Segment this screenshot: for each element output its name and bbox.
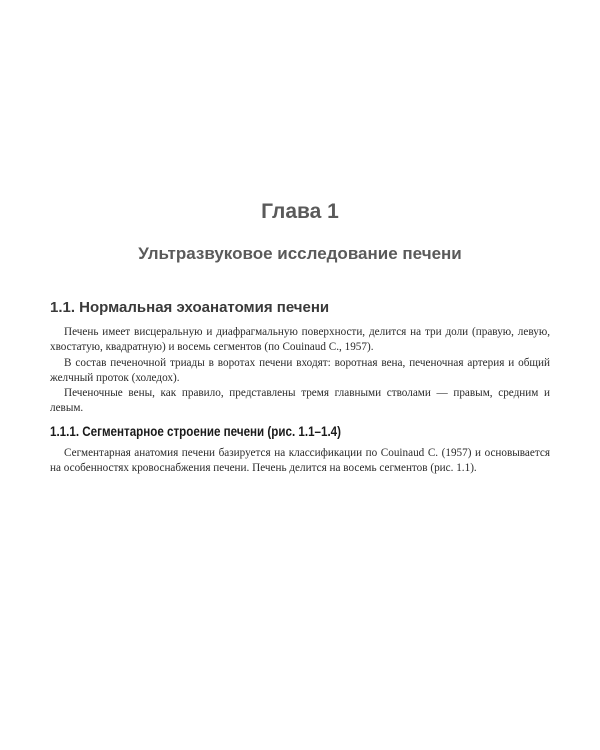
section-paragraph-1: Печень имеет висцеральную и диафрагмальную поверхности, делится на три доли (правую, левую, хвостатую, квадратную) и восемь сегментов (по Couinaud С., 1957).: [50, 326, 550, 354]
subsection-body: [50, 446, 550, 477]
section-paragraph-2: В состав печеночной триады в воротах печени входят: воротная вена, печеночная артерия и общий желчный проток (холедох).: [50, 356, 550, 384]
section-paragraph-3: Печеночные вены, как правило, представлены тремя главными стволами — правым, средним и левым.: [50, 387, 550, 415]
subsection-heading: 1.1.1. Сегментарное строение печени (рис. 1.1–1.4): [50, 424, 342, 439]
section-body: [50, 325, 550, 417]
chapter-subtitle: Ультразвуковое исследование печени: [138, 244, 462, 263]
chapter-title: Глава 1: [261, 200, 339, 223]
section-heading: 1.1. Нормальная эхоанатомия печени: [50, 299, 330, 316]
subsection-paragraph-1: Сегментарная анатомия печени базируется на классификации по Couinaud С. (1957) и основывается на особенностях кровоснабжения печени. Печень делится на восемь сегментов (рис. 1.1).: [50, 447, 550, 475]
